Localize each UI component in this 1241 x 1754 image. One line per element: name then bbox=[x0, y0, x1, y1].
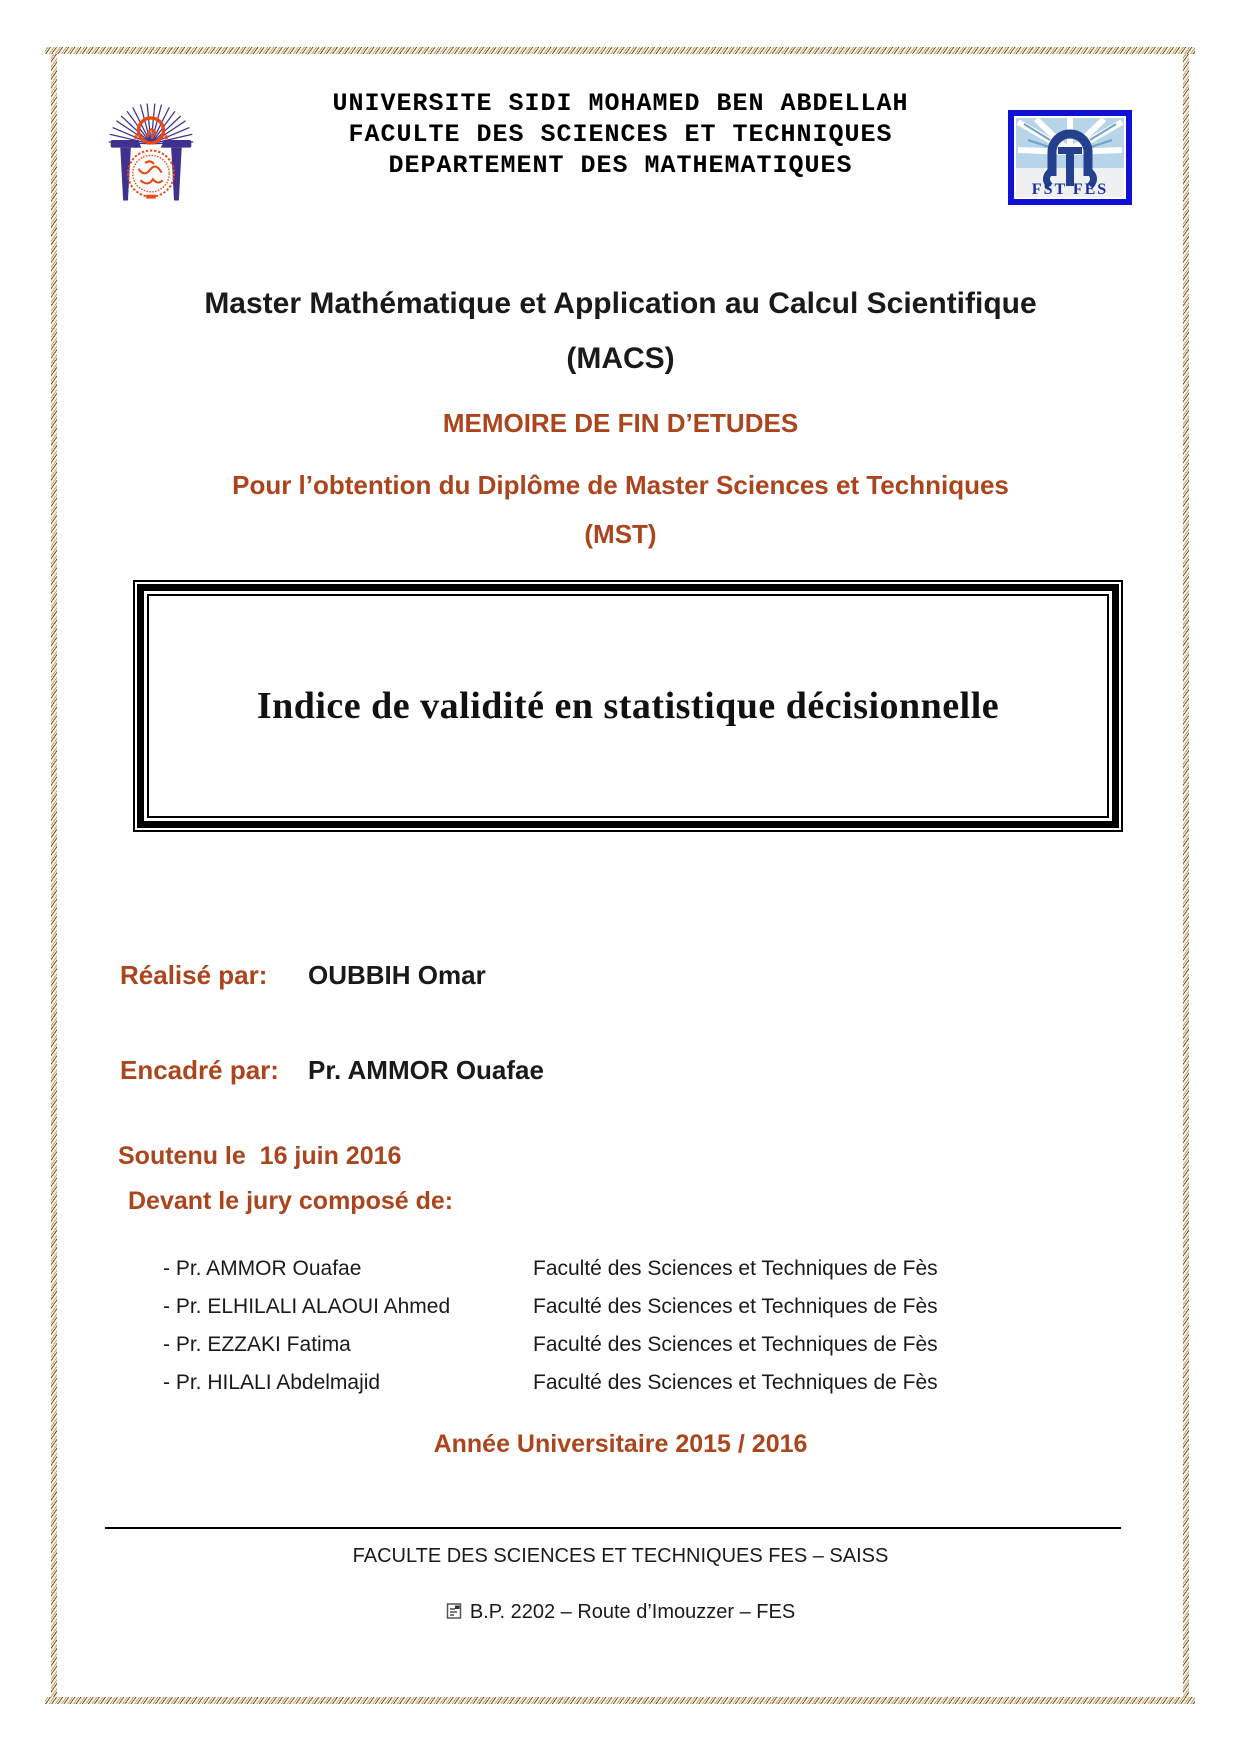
program-abbr: (MACS) bbox=[566, 342, 675, 375]
jury-heading: Devant le jury composé de: bbox=[128, 1187, 454, 1215]
jury-member-name: - Pr. EZZAKI Fatima bbox=[163, 1333, 351, 1356]
jury-member-affiliation: Faculté des Sciences et Techniques de Fès bbox=[533, 1295, 938, 1318]
mailbox-icon bbox=[446, 1602, 462, 1620]
thesis-title-box bbox=[133, 580, 1123, 832]
page-border-left bbox=[51, 54, 57, 1697]
page-border-top bbox=[45, 47, 1195, 54]
fst-fes-logo-caption: FST FES bbox=[1031, 181, 1109, 198]
jury-member-name: - Pr. ELHILALI ALAOUI Ahmed bbox=[163, 1295, 451, 1318]
jury-row bbox=[163, 1250, 1123, 1288]
jury-member-name: - Pr. AMMOR Ouafae bbox=[163, 1257, 362, 1280]
footer-address-text: B.P. 2202 – Route d’Imouzzer – FES bbox=[469, 1601, 796, 1623]
jury-member-name: - Pr. HILALI Abdelmajid bbox=[163, 1371, 381, 1394]
page-content bbox=[58, 54, 1183, 1697]
memoire-abbr: (MST) bbox=[584, 519, 657, 549]
page-border-bottom bbox=[45, 1697, 1195, 1704]
footer-divider bbox=[105, 1527, 1121, 1529]
author-label: Réalisé par: bbox=[120, 960, 268, 990]
jury-member-affiliation: Faculté des Sciences et Techniques de Fès bbox=[533, 1257, 938, 1280]
jury-row bbox=[163, 1364, 1123, 1402]
memoire-heading: MEMOIRE DE FIN D’ETUDES bbox=[442, 408, 799, 438]
thesis-title-box-mid-border bbox=[137, 584, 1119, 828]
jury-member-affiliation: Faculté des Sciences et Techniques de Fès bbox=[533, 1333, 938, 1356]
memoire-subheading: Pour l’obtention du Diplôme de Master Sciences et Techniques bbox=[232, 470, 1009, 500]
jury-list bbox=[163, 1250, 1123, 1402]
institution-line-2: FACULTE DES SCIENCES ET TECHNIQUES bbox=[348, 120, 893, 149]
jury-row bbox=[163, 1288, 1123, 1326]
supervisor-row bbox=[120, 1055, 544, 1086]
institution-line-1: UNIVERSITE SIDI MOHAMED BEN ABDELLAH bbox=[332, 89, 909, 118]
program-title: Master Mathématique et Application au Calcul Scientifique bbox=[204, 287, 1037, 320]
footer-address-line bbox=[58, 1601, 1183, 1624]
supervisor-name: Pr. AMMOR Ouafae bbox=[308, 1055, 544, 1085]
defense-date: Soutenu le 16 juin 2016 bbox=[118, 1142, 402, 1170]
institution-line-3: DEPARTEMENT DES MATHEMATIQUES bbox=[388, 151, 853, 180]
thesis-title-box-inner-border bbox=[147, 594, 1109, 818]
page-border-right bbox=[1183, 54, 1189, 1697]
author-name: OUBBIH Omar bbox=[308, 960, 486, 990]
footer-faculty-line: FACULTE DES SCIENCES ET TECHNIQUES FES – SAISS bbox=[352, 1545, 889, 1567]
jury-member-affiliation: Faculté des Sciences et Techniques de Fès bbox=[533, 1371, 938, 1394]
fst-fes-logo-icon bbox=[1008, 110, 1132, 205]
author-row bbox=[120, 960, 486, 991]
thesis-title: Indice de validité en statistique décisionnelle bbox=[256, 685, 1000, 727]
supervisor-label: Encadré par: bbox=[120, 1055, 279, 1085]
academic-year-line: Année Universitaire 2015 / 2016 bbox=[433, 1430, 808, 1458]
jury-row bbox=[163, 1326, 1123, 1364]
